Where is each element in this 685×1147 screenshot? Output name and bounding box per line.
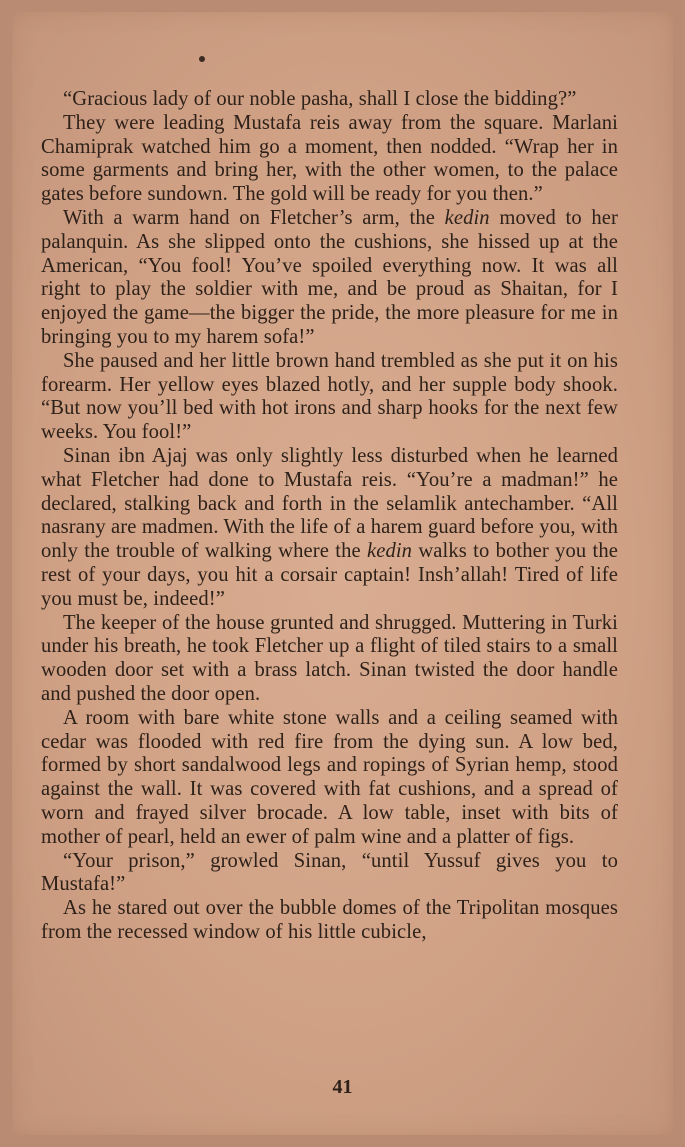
paragraph: A room with bare white stone walls and a ceiling seamed with cedar was flooded with red fire from the dying sun. A low bed, formed by short sandalwood legs and ropings of Syrian hemp, stood against the wall. It was covered with fat cushions, and a spread of worn and frayed silver brocade. A low table, inset with bits of mother of pearl, held an ewer of palm wine and a platter of figs.	[41, 706, 618, 848]
paragraph: With a warm hand on Fletcher’s arm, the kedin moved to her palanquin. As she slipped onto the cushions, she hissed up at the American, “You fool! You’ve spoiled everything now. It was all right to play the soldier with me, and be proud as Shaitan, for I enjoyed the game—the bigger the pride, the more pleasure for me in bringing you to my harem sofa!”	[41, 206, 618, 348]
body-text	[41, 88, 618, 945]
paragraph: The keeper of the house grunted and shrugged. Muttering in Turki under his breath, he took Fletcher up a flight of tiled stairs to a small wooden door set with a brass latch. Sinan twisted the door handle and pushed the door open.	[41, 611, 618, 705]
paragraph: She paused and her little brown hand trembled as she put it on his forearm. Her yellow eyes blazed hotly, and her supple body shook. “But now you’ll bed with hot irons and sharp hooks for the next few weeks. You fool!”	[41, 349, 618, 444]
paragraph: Sinan ibn Ajaj was only slightly less disturbed when he learned what Fletcher had done to Mustafa reis. “You’re a madman!” he declared, stalking back and forth in the selamlik antechamber. “All nasrany are madmen. With the life of a harem guard before you, with only the trouble of walking where the kedin walks to bother you the rest of your days, you hit a corsair captain! Insh’allah! Tired of life you must be, indeed!”	[41, 444, 618, 610]
paragraph: As he stared out over the bubble domes of the Tripolitan mosques from the recessed window of his little cubicle,	[41, 897, 618, 943]
paragraph: “Your prison,” growled Sinan, “until Yussuf gives you to Mustafa!”	[41, 849, 618, 896]
paragraph: “Gracious lady of our noble pasha, shall I close the bidding?”	[63, 88, 577, 110]
page-number: 41	[332, 1076, 353, 1098]
ink-speck	[199, 56, 205, 62]
paragraph: They were leading Mustafa reis away from the square. Marlani Chamiprak watched him go a moment, then nodded. “Wrap her in some garments and bring her, with the other women, to the palace gates before sundown. The gold will be ready for you then.”	[41, 111, 618, 206]
